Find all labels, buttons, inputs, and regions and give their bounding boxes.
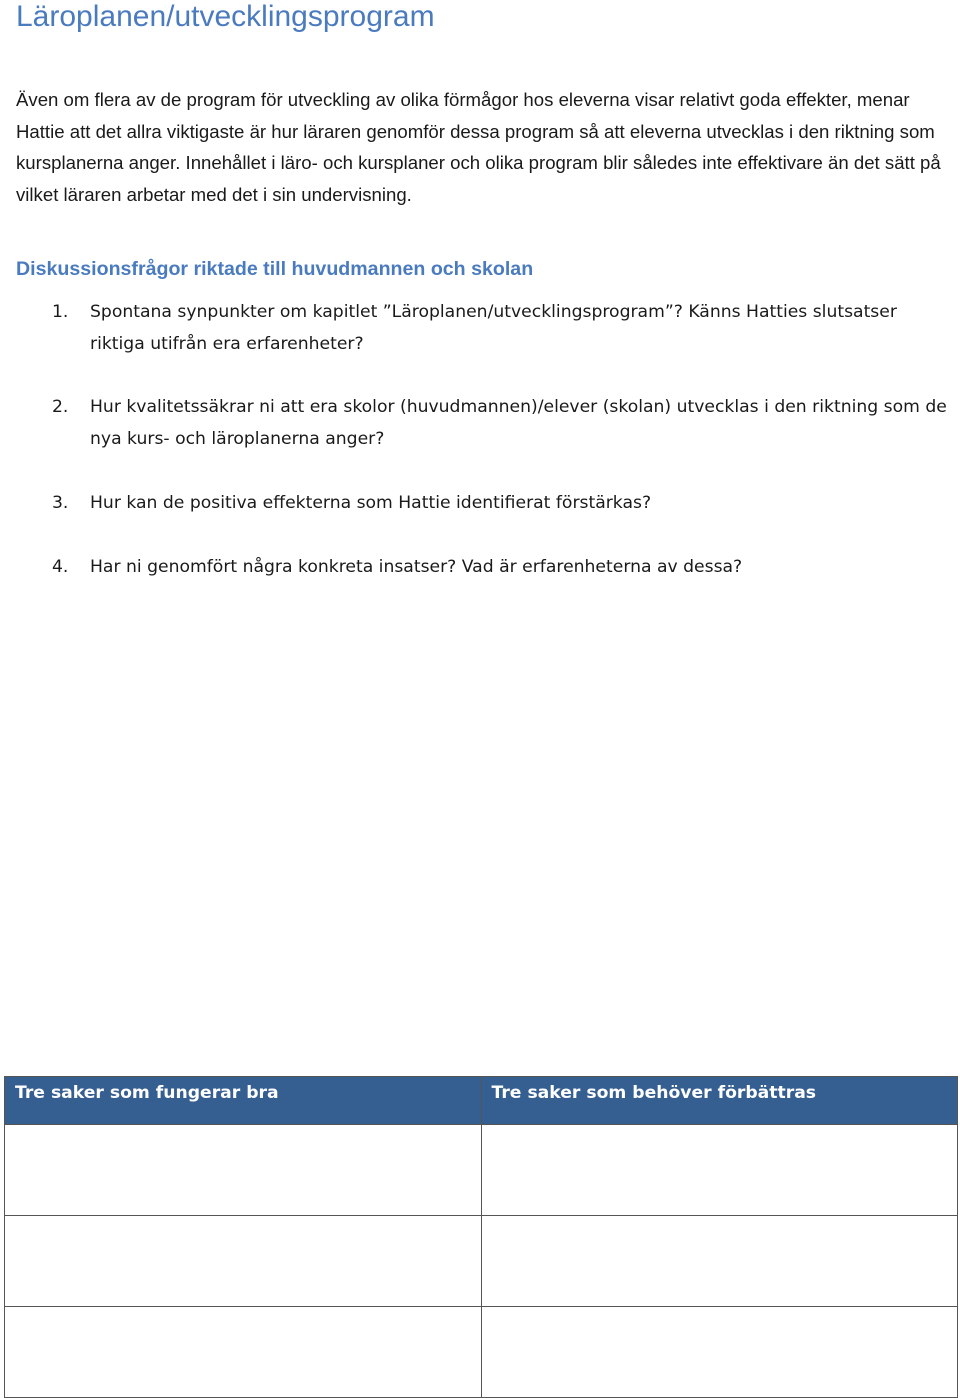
works-well-cell-2[interactable] xyxy=(5,1216,482,1307)
needs-improvement-cell-2[interactable] xyxy=(481,1216,958,1307)
question-number: 4. xyxy=(52,557,69,577)
question-number: 2. xyxy=(52,397,69,417)
question-text: Hur kvalitetssäkrar ni att era skolor (huvudmannen)/elever (skolan) utvecklas i den riktning som de nya kurs- och läroplanerna anger? xyxy=(90,397,947,449)
summary-table xyxy=(4,1076,958,1398)
table-row xyxy=(5,1216,958,1307)
discussion-heading: Diskussionsfrågor riktade till huvudmannen och skolan xyxy=(16,258,534,280)
question-number: 3. xyxy=(52,493,69,513)
discussion-question-3 xyxy=(52,488,957,520)
header-needs-improvement: Tre saker som behöver förbättras xyxy=(481,1077,958,1125)
question-text: Spontana synpunkter om kapitlet ”Läroplanen/utvecklingsprogram”? Känns Hatties slutsatser riktiga utifrån era erfarenheter? xyxy=(90,302,897,354)
discussion-question-2 xyxy=(52,392,957,455)
question-text: Har ni genomfört några konkreta insatser? Vad är erfarenheterna av dessa? xyxy=(90,557,743,577)
header-works-well: Tre saker som fungerar bra xyxy=(5,1077,482,1125)
question-text: Hur kan de positiva effekterna som Hattie identifierat förstärkas? xyxy=(90,493,652,513)
works-well-cell-3[interactable] xyxy=(5,1307,482,1398)
discussion-question-1 xyxy=(52,297,957,360)
needs-improvement-cell-1[interactable] xyxy=(481,1125,958,1216)
needs-improvement-cell-3[interactable] xyxy=(481,1307,958,1398)
question-number: 1. xyxy=(52,302,69,322)
page-title: Läroplanen/utvecklingsprogram xyxy=(16,0,435,33)
discussion-question-4 xyxy=(52,552,957,584)
intro-paragraph: Även om flera av de program för utveckling av olika förmågor hos eleverna visar relativt goda effekter, menar Hattie att det allra viktigaste är hur läraren genomför dessa program så att eleverna utvecklas i den riktning som kursplanerna anger. Innehållet i läro- och kursplaner och olika program blir således inte effektivare än det sätt på vilket läraren arbetar med det i sin undervisning. xyxy=(16,89,941,205)
works-well-cell-1[interactable] xyxy=(5,1125,482,1216)
table-row xyxy=(5,1125,958,1216)
summary-table-header-row xyxy=(5,1077,958,1125)
table-row xyxy=(5,1307,958,1398)
